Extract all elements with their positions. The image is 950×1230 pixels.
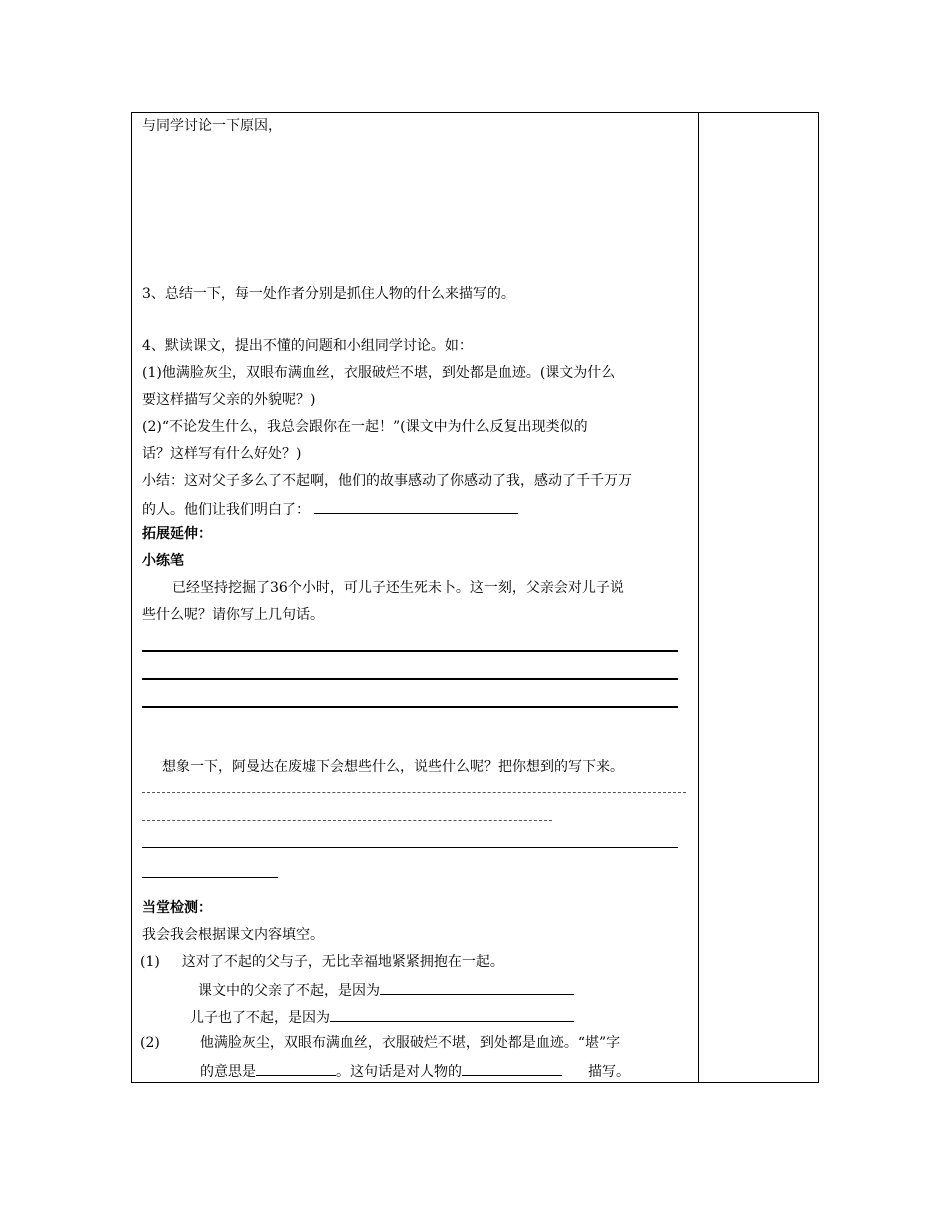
- worksheet-table: [131, 112, 819, 1083]
- test-item-2-text: 他满脸灰尘，双眼布满血丝，衣服破烂不堪，到处都是血迹。“堪”字: [199, 1035, 621, 1051]
- discussion-prompt: 与同学讨论一下原因，: [142, 118, 282, 134]
- answer-blank[interactable]: [380, 980, 574, 995]
- writing-line[interactable]: [142, 678, 678, 680]
- test-item-1-blank-b-label: 儿子也了不起，是因为: [190, 1010, 330, 1026]
- test-item-2-cont-label: 的意思是: [200, 1064, 256, 1080]
- writing-prompt-1-cont: 些什么呢？请你写上几句话。: [142, 607, 324, 623]
- test-item-1-text: 这对了不起的父与子，无比幸福地紧紧拥抱在一起。: [181, 954, 504, 970]
- question-4-item-1: (1)他满脸灰尘，双眼布满血丝，衣服破烂不堪，到处都是血迹。(课文为什么: [142, 365, 616, 381]
- test-item-2-cont-end: 描写。: [588, 1064, 630, 1080]
- answer-blank[interactable]: [314, 499, 518, 514]
- question-3: 3、总结一下，每一处作者分别是抓住人物的什么来描写的。: [142, 286, 515, 302]
- section-heading-test: 当堂检测：: [142, 900, 212, 916]
- writing-line[interactable]: [142, 650, 678, 652]
- test-item-1-number: (1): [140, 954, 160, 970]
- answer-blank[interactable]: [330, 1007, 574, 1022]
- test-item-2-cont-mid: 。这句话是对人物的: [336, 1064, 462, 1080]
- test-instruction: 我会我会根据课文内容填空。: [142, 927, 324, 943]
- test-item-2: [140, 1034, 620, 1052]
- writing-line[interactable]: [142, 792, 686, 793]
- question-4-item-2: (2)“不论发生什么，我总会跟你在一起！”(课文中为什么反复出现类似的: [142, 419, 588, 435]
- section-heading-writing: 小练笔: [142, 553, 184, 569]
- question-4-item-2-cont: 话？这样写有什么好处？): [142, 446, 302, 462]
- writing-line[interactable]: [142, 706, 678, 708]
- answer-blank[interactable]: [256, 1061, 336, 1076]
- summary: 小结：这对父子多么了不起啊，他们的故事感动了你感动了我，感动了千千万万: [142, 473, 632, 489]
- test-item-1: [140, 953, 504, 971]
- summary-cont-text: 的人。他们让我们明白了：: [142, 502, 310, 518]
- column-divider: [698, 113, 699, 1082]
- writing-line[interactable]: [142, 847, 678, 848]
- writing-line[interactable]: [142, 820, 552, 821]
- writing-prompt-2: 想象一下，阿曼达在废墟下会想些什么，说些什么呢？把你想到的写下来。: [162, 759, 624, 775]
- writing-prompt-1: 已经坚持挖掘了36个小时，可儿子还生死未卜。这一刻，父亲会对儿子说: [172, 580, 624, 596]
- question-4-item-1-cont: 要这样描写父亲的外貌呢？): [142, 392, 316, 408]
- test-item-2-cont: [200, 1061, 630, 1081]
- writing-line[interactable]: [142, 877, 278, 878]
- section-heading-extension: 拓展延伸：: [142, 526, 212, 542]
- question-4: 4、默读课文，提出不懂的问题和小组同学讨论。如：: [142, 338, 473, 354]
- test-item-1-blank-a: [198, 980, 574, 1000]
- summary-cont: [142, 499, 518, 519]
- test-item-2-number: (2): [140, 1035, 160, 1051]
- test-item-1-blank-a-label: 课文中的父亲了不起，是因为: [198, 983, 380, 999]
- answer-blank[interactable]: [462, 1061, 562, 1076]
- test-item-1-blank-b: [190, 1007, 574, 1027]
